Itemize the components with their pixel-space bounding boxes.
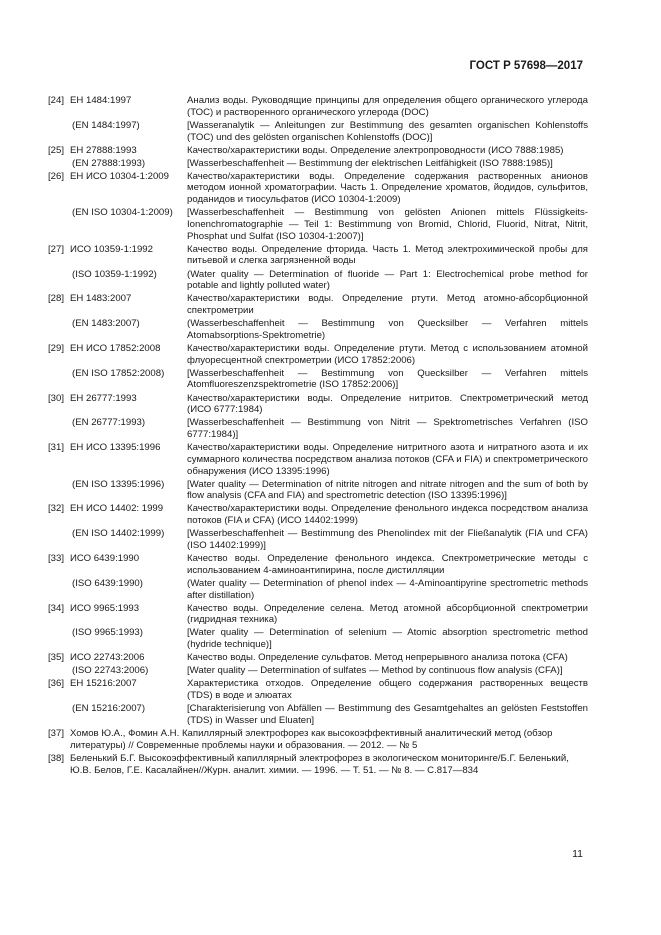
reference-description: Качество/характеристики воды. Определение электропроводности (ИСО 7888:1985) xyxy=(187,144,564,156)
reference-number xyxy=(48,368,70,391)
reference-row xyxy=(48,393,588,416)
reference-number xyxy=(48,417,70,440)
reference-row xyxy=(48,553,588,576)
reference-description: Качество/характеристики воды. Определение ртути. Метод с использованием атомной флуоресцентной спектрометрии (ИСО 17852:2006) xyxy=(187,342,588,366)
reference-code: (EN 1484:1997) xyxy=(72,119,140,131)
reference-description: Качество воды. Определение селена. Метод атомной абсорбционной спектрометрии (гидридная техника) xyxy=(187,602,588,626)
reference-description: [Water quality — Determination of sulfates — Method by continuous flow analysis (CFA)] xyxy=(187,665,563,677)
reference-number: [35] xyxy=(48,652,65,664)
reference-description: [Wasserbeschaffenheit — Bestimmung der elektrischen Leitfähigkeit (ISO 7888:1985)] xyxy=(187,157,553,169)
reference-translation-row xyxy=(48,417,588,440)
reference-row xyxy=(48,95,588,118)
reference-description: [Water quality — Determination of selenium — Atomic absorption spectrometric method (hydride technique)] xyxy=(187,627,588,651)
reference-translation-row xyxy=(48,207,588,242)
reference-number: [27] xyxy=(48,243,65,255)
reference-description: (Water quality — Determination of fluoride — Part 1: Electrochemical probe method for potable and lightly polluted water) xyxy=(187,268,588,292)
reference-number xyxy=(48,528,70,551)
reference-description: Качество/характеристики воды. Определение содержания растворенных анионов методом ионной хроматографии. Часть 1. Определение хроматов, йодидов, сульфитов, роданидов и тиосульфатов (ИСО 10304-1:2009) xyxy=(187,170,588,206)
reference-code: (ISO 10359-1:1992) xyxy=(72,268,157,280)
reference-description: [Wasseranalytik — Anleitungen zur Bestimmung des gesamten organischen Kohlenstoffs (TOC) und des gelösten organischen Kohlenstoffs (DOC)] xyxy=(187,119,588,143)
reference-translation-row xyxy=(48,665,588,677)
reference-code: ЕН 15216:2007 xyxy=(70,678,137,690)
reference-description: [Charakterisierung von Abfällen — Bestimmung des Gesamtgehaltes an gelösten Feststoffen (TDS) in Wasser und Eluaten] xyxy=(187,703,588,726)
reference-list xyxy=(48,95,588,778)
reference-number xyxy=(48,207,70,242)
reference-translation-row xyxy=(48,627,588,650)
reference-description: [Wasserbeschaffenheit — Bestimmung von Quecksilber — Verfahren mittels Atomfluoreszenzspektrometrie (ISO 17852:2006)] xyxy=(187,367,588,391)
reference-translation-row xyxy=(48,703,588,726)
reference-description: Качество/характеристики воды. Определение нитритного азота и нитратного азота и их суммарного количества посредством анализа потоков (CFA и FIA) и спектрометрического обнаружения (ИСО 13395:1996) xyxy=(187,442,588,477)
page-number: 11 xyxy=(572,848,583,860)
reference-row xyxy=(48,652,588,664)
reference-code: (EN ISO 10304-1:2009) xyxy=(72,207,173,219)
reference-code: ИСО 6439:1990 xyxy=(70,553,140,565)
reference-code: (ISO 9965:1993) xyxy=(72,627,143,639)
reference-translation-row xyxy=(48,368,588,391)
reference-code: (EN 15216:2007) xyxy=(72,703,146,715)
reference-description: Анализ воды. Руководящие принципы для определения общего органического углерода (ТОС) и растворенного органического углерода (DOC) xyxy=(187,95,588,118)
reference-description: Качество/характеристики воды. Определение фенольного индекса посредством анализа потоков (FIA и CFA) (ИСО 14402:1999) xyxy=(187,503,588,527)
reference-number xyxy=(48,627,70,650)
reference-code: ЕН 27888:1993 xyxy=(70,144,137,156)
reference-description: (Water quality — Determination of phenol index — 4-Aminoantipyrine spectrometric methods after distillation) xyxy=(187,577,588,601)
reference-code: ЕН 1484:1997 xyxy=(70,95,132,106)
reference-translation-row xyxy=(48,120,588,143)
reference-code: ЕН 1483:2007 xyxy=(70,293,132,305)
reference-number: [36] xyxy=(48,678,65,690)
reference-translation-row xyxy=(48,269,588,292)
reference-description: Качество/характеристики воды. Определение ртути. Метод атомно-абсорбционной спектрометрии xyxy=(187,293,588,317)
reference-row xyxy=(48,503,588,526)
reference-description: Характеристика отходов. Определение общего содержания растворенных веществ (TDS) в воде и элюатах xyxy=(187,678,588,702)
reference-translation-row xyxy=(48,479,588,502)
reference-code: (EN ISO 13395:1996) xyxy=(72,478,165,490)
reference-number: [31] xyxy=(48,442,65,454)
reference-row xyxy=(48,293,588,316)
reference-translation-row xyxy=(48,158,588,170)
reference-number: [32] xyxy=(48,503,65,515)
reference-row xyxy=(48,171,588,206)
reference-number: [30] xyxy=(48,392,65,404)
reference-row xyxy=(48,145,588,157)
reference-code: (ISO 6439:1990) xyxy=(72,577,143,589)
reference-code: ИСО 10359-1:1992 xyxy=(70,243,153,255)
reference-description: [Wasserbeschaffenheit — Bestimmung von gelösten Anionen mittels Flüssigkeits-Ionenchromatographie — Teil 1: Bestimmung von Bromid, Chlorid, Fluorid, Nitrat, Nitrit, Phosphat und Sulfat (ISO 10304-1:2007)] xyxy=(187,207,588,242)
reference-number xyxy=(48,703,70,726)
reference-row xyxy=(48,244,588,267)
reference-translation-row xyxy=(48,318,588,341)
reference-code: (EN ISO 17852:2008) xyxy=(72,367,165,379)
reference-translation-row xyxy=(48,528,588,551)
reference-row xyxy=(48,442,588,477)
reference-description: Качество/характеристики воды. Определение нитритов. Спектрометрический метод (ИСО 6777:1984) xyxy=(187,392,588,416)
reference-row xyxy=(48,678,588,701)
reference-code: (EN ISO 14402:1999) xyxy=(72,528,165,540)
reference-number: [37] xyxy=(48,728,65,740)
reference-code: ЕН ИСО 10304-1:2009 xyxy=(70,170,169,182)
bibliography-row xyxy=(48,728,588,751)
bibliography-text: Беленький Б.Г. Высокоэффективный капиллярный электрофорез в экологическом мониторинге/Б.Г. Беленький, Ю.В. Белов, Г.Е. Касалайнен//Журн. аналит. химии. — 1996. — Т. 51. — № 8. — С.817—834 xyxy=(70,752,569,776)
reference-number: [24] xyxy=(48,95,65,106)
reference-code: (ISO 22743:2006) xyxy=(72,665,149,677)
reference-description: [Wasserbeschaffenheit — Bestimmung des Phenolindex mit der Fließanalytik (FIA und CFA) (ISO 14402:1999)] xyxy=(187,528,588,551)
reference-number: [25] xyxy=(48,144,65,156)
reference-description: Качество воды. Определение сульфатов. Метод непрерывного анализа потока (CFA) xyxy=(187,652,568,664)
reference-row xyxy=(48,603,588,626)
bibliography-row xyxy=(48,753,588,776)
reference-number xyxy=(48,318,70,341)
reference-code: (EN 26777:1993) xyxy=(72,417,146,429)
reference-number xyxy=(48,158,70,170)
reference-code: (EN 1483:2007) xyxy=(72,318,140,330)
reference-code: ИСО 22743:2006 xyxy=(70,652,145,664)
reference-description: Качество воды. Определение фторида. Часть 1. Метод электрохимической пробы для питьевой и слегка загрязненной воды xyxy=(187,243,588,267)
reference-code: ИСО 9965:1993 xyxy=(70,602,140,614)
bibliography-text: Хомов Ю.А., Фомин А.Н. Капиллярный электрофорез как высокоэффективный аналитический метод (обзор литературы) // Современные проблемы науки и образования. — 2012. — № 5 xyxy=(70,728,553,751)
reference-number xyxy=(48,120,70,143)
reference-description: [Wasserbeschaffenheit — Bestimmung von Nitrit — Spektrometrisches Verfahren (ISO 6777:1984)] xyxy=(187,417,588,441)
reference-number xyxy=(48,665,70,677)
reference-number: [26] xyxy=(48,170,65,182)
reference-code: ЕН ИСО 17852:2008 xyxy=(70,342,161,354)
reference-number: [33] xyxy=(48,553,65,565)
reference-number xyxy=(48,269,70,292)
reference-code: (EN 27888:1993) xyxy=(72,157,146,169)
reference-description: Качество воды. Определение фенольного индекса. Спектрометрические методы с использованием 4-аминоантипирина, после дистилляции xyxy=(187,553,588,576)
reference-code: ЕН 26777:1993 xyxy=(70,392,137,404)
document-code: ГОСТ Р 57698—2017 xyxy=(469,60,583,72)
reference-number xyxy=(48,578,70,601)
reference-number: [29] xyxy=(48,342,65,354)
reference-number xyxy=(48,479,70,502)
reference-row xyxy=(48,343,588,366)
reference-translation-row xyxy=(48,578,588,601)
reference-description: (Wasserbeschaffenheit — Bestimmung von Quecksilber — Verfahren mittels Atomabsorptions-Spektrometrie) xyxy=(187,318,588,341)
reference-number: [38] xyxy=(48,752,65,764)
reference-number: [34] xyxy=(48,602,65,614)
reference-number: [28] xyxy=(48,293,65,305)
reference-code: ЕН ИСО 13395:1996 xyxy=(70,442,161,454)
reference-description: [Water quality — Determination of nitrite nitrogen and nitrate nitrogen and the sum of both by flow analysis (CFA and FIA) and spectrometric detection (ISO 13395:1996)] xyxy=(187,478,588,502)
reference-code: ЕН ИСО 14402: 1999 xyxy=(70,503,164,515)
